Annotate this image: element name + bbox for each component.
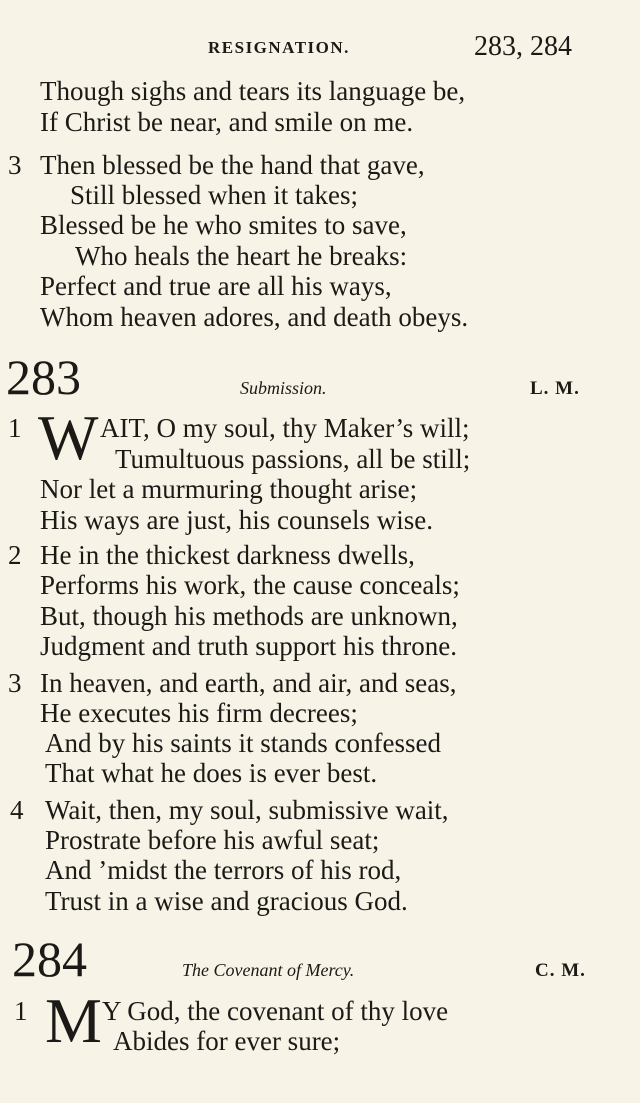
verse-line: And ’midst the terrors of his rod, bbox=[45, 855, 402, 885]
verse-line: Whom heaven adores, and death obeys. bbox=[40, 302, 469, 332]
verse-number: 1 bbox=[14, 996, 28, 1026]
verse-line: AIT, O my soul, thy Maker’s will; bbox=[100, 413, 470, 443]
verse-number: 4 bbox=[10, 795, 24, 825]
drop-cap: M bbox=[45, 985, 102, 1056]
verse-number: 3 bbox=[8, 150, 22, 180]
verse-line: In heaven, and earth, and air, and seas, bbox=[40, 668, 457, 698]
verse-line: But, though his methods are unknown, bbox=[40, 601, 458, 631]
verse-line: He in the thickest darkness dwells, bbox=[40, 540, 415, 570]
hymn-number: 283 bbox=[6, 349, 81, 405]
continuation-line: If Christ be near, and smile on me. bbox=[40, 107, 414, 137]
hymn-title: The Covenant of Mercy. bbox=[182, 960, 355, 980]
verse-line: Abides for ever sure; bbox=[113, 1026, 341, 1056]
verse-line: Blessed be he who smites to save, bbox=[40, 210, 407, 240]
verse-line: Prostrate before his awful seat; bbox=[45, 825, 380, 855]
verse-line: Nor let a murmuring thought arise; bbox=[40, 474, 418, 504]
verse-line: Y God, the covenant of thy love bbox=[102, 996, 449, 1026]
hymn-title: Submission. bbox=[240, 378, 327, 398]
hymn-meter: C. M. bbox=[535, 960, 586, 981]
verse-line: His ways are just, his counsels wise. bbox=[40, 505, 433, 535]
running-header-title: RESIGNATION. bbox=[208, 38, 350, 57]
hymn-meter: L. M. bbox=[530, 378, 580, 399]
drop-cap: W bbox=[38, 402, 99, 473]
verse-line: He executes his firm decrees; bbox=[40, 698, 358, 728]
verse-line: Performs his work, the cause conceals; bbox=[40, 570, 460, 600]
verse-line: Then blessed be the hand that gave, bbox=[40, 150, 425, 180]
verse-line: Wait, then, my soul, submissive wait, bbox=[45, 795, 449, 825]
page-numbers: 283, 284 bbox=[474, 31, 572, 62]
verse-line: Trust in a wise and gracious God. bbox=[45, 886, 408, 916]
continuation-line: Though sighs and tears its language be, bbox=[40, 76, 466, 106]
verse-line: And by his saints it stands confessed bbox=[45, 728, 441, 758]
verse-number: 2 bbox=[8, 540, 22, 570]
verse-line: That what he does is ever best. bbox=[45, 758, 378, 788]
verse-line: Judgment and truth support his throne. bbox=[40, 631, 457, 661]
verse-line: Still blessed when it takes; bbox=[70, 180, 358, 210]
hymn-number: 284 bbox=[12, 931, 87, 987]
verse-number: 3 bbox=[8, 668, 22, 698]
verse-line: Who heals the heart he breaks: bbox=[75, 241, 408, 271]
verse-number: 1 bbox=[8, 413, 22, 443]
verse-line: Tumultuous passions, all be still; bbox=[115, 444, 471, 474]
verse-line: Perfect and true are all his ways, bbox=[40, 271, 392, 301]
